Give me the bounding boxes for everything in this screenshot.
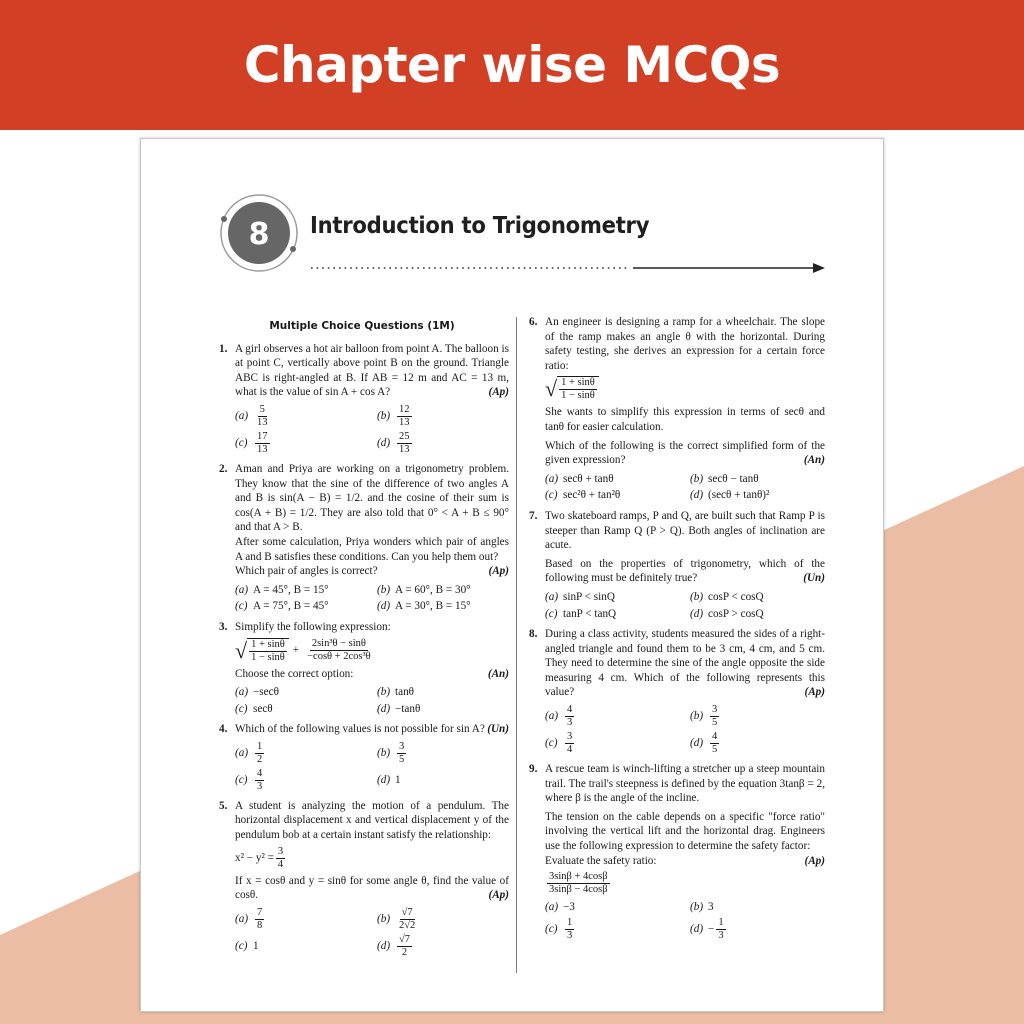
question-number: 9. [529, 763, 538, 776]
question-text-3: Which of the following is the correct simplified form of the given expression? [545, 439, 825, 467]
option-d[interactable]: (d) 1 [377, 774, 401, 787]
question-text-2: If x = cosθ and y = sinθ for some angle θ, find the value of cosθ. [235, 874, 509, 902]
option-a[interactable]: (a) $\frac{5}{13}$ [235, 403, 268, 428]
question-number: 7. [529, 509, 538, 522]
option-c[interactable]: (c) $\frac{3}{4}$ [545, 731, 573, 756]
option-a[interactable]: (a) $\frac{7}{8}$ [235, 906, 263, 931]
option-c[interactable]: (c) 1 [235, 940, 259, 953]
chapter-number-badge [217, 191, 301, 275]
question-tag: (An) [803, 454, 825, 467]
option-d[interactable]: (d) cosP > cosQ [690, 607, 764, 620]
option-c[interactable]: (c) A = 75°, B = 45° [235, 600, 329, 613]
question-text-2: She wants to simplify this expression in terms of secθ and tanθ for easier calculation. [545, 406, 825, 433]
question-tag: (Un) [803, 572, 825, 585]
option-d[interactable]: (d) −tanθ [377, 702, 421, 715]
banner-title: Chapter wise MCQs [243, 36, 781, 94]
question-6 [525, 315, 825, 503]
chapter-title: Introduction to Trigonometry [310, 213, 650, 239]
option-d[interactable]: (d) $\frac{√7}{2}$ [377, 933, 411, 958]
option-d[interactable]: (d) (secθ + tanθ)² [690, 489, 770, 502]
question-8 [525, 627, 825, 756]
option-d[interactable]: (d) $\frac{25}{13}$ [377, 430, 410, 455]
section-heading: Multiple Choice Questions (1M) [269, 320, 455, 332]
column-divider [516, 317, 517, 973]
option-c[interactable]: (c) $\frac{17}{13}$ [235, 430, 268, 455]
question-text: Two skateboard ramps, P and Q, are built such that Ramp P is steeper than Ramp Q (P > Q). Both angles of inclination are acute. [545, 509, 825, 552]
question-text-2: After some calculation, Priya wonders which pair of angles A and B satisfies these conditions. Can you help them out? [235, 535, 509, 563]
question-text: Which of the following values is not possible for sin A? [235, 723, 485, 736]
option-a[interactable]: (a) secθ + tanθ [545, 472, 614, 485]
option-a[interactable]: (a) sinP < sinQ [545, 590, 615, 603]
option-c[interactable]: (c) $\frac{4}{3}$ [235, 767, 263, 792]
question-4 [215, 722, 509, 793]
question-tag: (Ap) [804, 686, 825, 699]
question-3 [215, 620, 509, 716]
question-tag: (Ap) [488, 565, 509, 578]
question-text: A girl observes a hot air balloon from point A. The balloon is at point C, vertically above point B on the ground. Triangle ABC is right-angled at B. If AB = 12 m and AC = 13 m, what is the value of sin A + cos A? [235, 342, 509, 399]
question-tag: (Un) [487, 723, 509, 736]
option-c[interactable]: (c) tanP < tanQ [545, 607, 617, 620]
question-number: 6. [529, 316, 538, 328]
question-tag: (Ap) [488, 386, 509, 399]
chapter-number: 8 [248, 217, 270, 252]
dotted-arrow-rule [311, 261, 825, 275]
option-b[interactable]: (b) 3 [690, 901, 714, 914]
option-b[interactable]: (b) A = 60°, B = 30° [377, 583, 471, 596]
equation: x² − y² = $\frac{3}{4}$ [235, 845, 284, 870]
expression: $\frac{3\sin\beta + 4\cos\beta}{3\sin\beta - 4\cos\beta}$ [549, 871, 608, 896]
right-column [525, 315, 825, 948]
option-b[interactable]: (b) secθ − tanθ [690, 472, 759, 485]
question-text-2: The tension on the cable depends on a specific "force ratio" involving the vertical lift and the horizontal drag. Engineers use the following expression to determine the safety factor: [545, 810, 825, 853]
question-tag: (An) [487, 667, 509, 680]
worksheet-page [140, 138, 884, 1012]
expression: √ $\frac{1 + \sin\theta}{1 - \sin\theta}$ + $\frac{\text{2sin³θ − sinθ}}{\text{−cosθ + 2cos³θ}}$ [235, 637, 371, 663]
question-text-3: Evaluate the safety ratio: [545, 854, 657, 867]
option-d[interactable]: (d) − $\frac{1}{3}$ [690, 916, 724, 941]
option-a[interactable]: (a) −3 [545, 901, 575, 914]
expression: √ $\frac{1 + \sin\theta}{1 - \sin\theta}$ [545, 376, 825, 402]
question-text-2: Based on the properties of trigonometry, which of the following must be definitely true? [545, 557, 825, 585]
question-number: 5. [219, 799, 228, 812]
question-tag: (Ap) [488, 889, 509, 902]
question-text-2: Choose the correct option: [235, 667, 354, 680]
option-b[interactable]: (b) $\frac{12}{13}$ [377, 403, 410, 428]
option-d[interactable]: (d) A = 30°, B = 15° [377, 600, 471, 613]
left-column [215, 315, 509, 965]
question-text-3: Which pair of angles is correct? [235, 565, 378, 578]
option-a[interactable]: (a) $\frac{1}{2}$ [235, 740, 263, 765]
option-a[interactable]: (a) A = 45°, B = 15° [235, 583, 329, 596]
question-text: An engineer is designing a ramp for a wheelchair. The slope of the ramp makes an angle θ with the horizontal. During safety testing, she derives an expression for a certain force ratio: [545, 316, 825, 372]
option-d[interactable]: (d) $\frac{4}{5}$ [690, 731, 718, 756]
option-a[interactable]: (a) $\frac{4}{3}$ [545, 704, 573, 729]
question-5 [215, 799, 509, 959]
question-number: 1. [219, 342, 228, 355]
option-b[interactable]: (b) $\frac{3}{5}$ [377, 740, 405, 765]
question-text: Aman and Priya are working on a trigonometry problem. They know that the sine of the difference of two angles A and B is sin(A − B) = 1/2. and the cosine of their sum is cos(A + B) = 1/2. They are also told that 0° < A + B ≤ 90° and that A > B. [235, 462, 509, 534]
option-c[interactable]: (c) sec²θ + tan²θ [545, 489, 621, 502]
option-b[interactable]: (b) $\frac{√7}{2√2}$ [377, 906, 416, 931]
question-text: Simplify the following expression: [235, 620, 391, 633]
question-2 [215, 462, 509, 614]
option-b[interactable]: (b) $\frac{3}{5}$ [690, 704, 718, 729]
question-number: 8. [529, 628, 538, 641]
question-number: 3. [219, 620, 228, 633]
question-1 [215, 342, 509, 456]
question-7 [525, 509, 825, 621]
question-text: A rescue team is winch-lifting a stretcher up a steep mountain trail. The trail's steepness is defined by the equation 3tanβ = 2, where β is the angle of the incline. [545, 763, 825, 805]
question-tag: (Ap) [804, 854, 825, 867]
banner [0, 0, 1024, 130]
option-b[interactable]: (b) cosP < cosQ [690, 590, 764, 603]
option-c[interactable]: (c) secθ [235, 702, 273, 715]
question-number: 4. [219, 723, 228, 736]
question-text: A student is analyzing the motion of a pendulum. The horizontal displacement x and vertical displacement y of the pendulum bob at a certain instant satisfy the relationship: [235, 799, 509, 842]
option-c[interactable]: (c) $\frac{1}{3}$ [545, 916, 573, 941]
question-9 [525, 762, 825, 942]
question-text: During a class activity, students measured the sides of a right-angled triangle and found them to be 3 cm, 4 cm, and 5 cm. They need to determine the sine of the angle opposite the side measuring 4 cm. Which of the following represents this value? [545, 628, 825, 699]
option-a[interactable]: (a) −secθ [235, 686, 279, 699]
question-number: 2. [219, 462, 228, 475]
option-b[interactable]: (b) tanθ [377, 686, 415, 699]
